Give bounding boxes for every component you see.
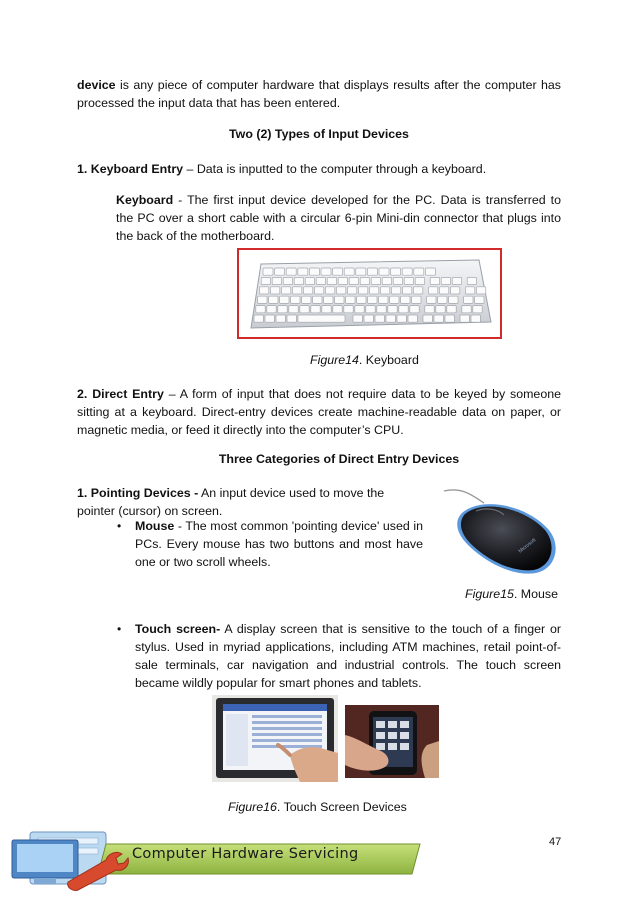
keyboard-key xyxy=(336,287,345,294)
figure15-caption xyxy=(465,587,558,601)
keyboard-key xyxy=(436,306,445,313)
keyboard-key xyxy=(414,268,424,275)
keyboard-key xyxy=(324,296,333,303)
keyboard-image xyxy=(239,250,500,337)
keyboard-key xyxy=(316,277,325,284)
keyboard-key xyxy=(367,268,377,275)
keyboard-key xyxy=(366,306,375,313)
keyboard-key xyxy=(269,296,278,303)
keyboard-entry-item xyxy=(77,160,561,178)
keyboard-key xyxy=(289,306,298,313)
keyboard-paragraph xyxy=(116,191,561,245)
keyboard-key xyxy=(390,296,399,303)
keyboard-key xyxy=(256,306,265,313)
keyboard-key xyxy=(404,277,413,284)
keyboard-key xyxy=(267,306,276,313)
direct-entry-item xyxy=(77,385,561,439)
item2-term: Direct Entry xyxy=(92,387,164,401)
keyboard-key xyxy=(445,315,454,322)
heading-input-types: Two (2) Types of Input Devices xyxy=(229,127,409,141)
keyboard-key xyxy=(430,277,439,284)
keyboard-key xyxy=(413,287,422,294)
keyboard-key xyxy=(467,277,476,284)
intro-paragraph xyxy=(77,76,561,112)
keyboard-key xyxy=(347,287,356,294)
keyboard-key xyxy=(438,296,447,303)
touch-paragraph xyxy=(135,620,561,692)
keyboard-key xyxy=(353,315,362,322)
keyboard-key xyxy=(291,296,300,303)
keyboard-key xyxy=(298,315,345,322)
keyboard-key xyxy=(412,296,421,303)
keyboard-key xyxy=(425,306,434,313)
keyboard-key xyxy=(254,315,263,322)
keyboard-text: - The first input device developed for the PC. Data is transferred to the PC over a short cable with a circular 6-pin Mini-din connector that plugs into the back of the motherboard. xyxy=(116,193,561,243)
footer-title: Computer Hardware Servicing xyxy=(132,846,359,862)
keyboard-key xyxy=(399,306,408,313)
touch-bullet: • xyxy=(117,622,122,636)
keyboard-key xyxy=(300,306,309,313)
keyboard-key xyxy=(333,306,342,313)
keyboard-key xyxy=(298,268,308,275)
keyboard-key xyxy=(452,277,461,284)
keyboard-key xyxy=(344,268,354,275)
keyboard-key xyxy=(434,315,443,322)
keyboard-key xyxy=(471,315,480,322)
footer-banner xyxy=(8,828,428,894)
keyboard-key xyxy=(379,296,388,303)
keyboard-key xyxy=(286,268,296,275)
keyboard-key xyxy=(321,268,331,275)
keyboard-key xyxy=(261,277,270,284)
keyboard-key xyxy=(294,277,303,284)
keyboard-key xyxy=(439,287,448,294)
item1-number: 1. xyxy=(77,162,88,176)
keyboard-key xyxy=(258,296,267,303)
keyboard-key xyxy=(402,268,412,275)
keyboard-key xyxy=(410,306,419,313)
keyboard-key xyxy=(397,315,406,322)
pointing-text: An input device used to move the pointer (cursor) on screen. xyxy=(77,486,385,518)
keyboard-key xyxy=(360,277,369,284)
keyboard-key xyxy=(391,268,401,275)
keyboard-key xyxy=(309,268,319,275)
keyboard-key xyxy=(272,277,281,284)
figure16-text: . Touch Screen Devices xyxy=(276,800,407,814)
keyboard-key xyxy=(462,306,471,313)
keyboard-key xyxy=(335,296,344,303)
keyboard-key xyxy=(379,268,389,275)
keyboard-key xyxy=(275,268,285,275)
intro-text: is any piece of computer hardware that displays results after the computer has processed the input data that has been entered. xyxy=(77,78,561,110)
keyboard-key xyxy=(292,287,301,294)
touch-term: Touch screen- xyxy=(135,622,221,636)
keyboard-key xyxy=(287,315,296,322)
keyboard-key xyxy=(338,277,347,284)
keyboard-key xyxy=(408,315,417,322)
keyboard-key xyxy=(386,315,395,322)
keyboard-key xyxy=(441,277,450,284)
keyboard-key xyxy=(388,306,397,313)
keyboard-key xyxy=(349,277,358,284)
keyboard-key xyxy=(305,277,314,284)
keyboard-key xyxy=(475,296,484,303)
touch-text: A display screen that is sensitive to the touch of a finger or stylus. Used in myriad applications, including ATM machines, retail point-of-sale terminals, car navigation and industrial controls. The touch screen became wildly popular for smart phones and tablets. xyxy=(135,622,561,690)
keyboard-key xyxy=(364,315,373,322)
keyboard-key xyxy=(303,287,312,294)
keyboard-key xyxy=(402,287,411,294)
mouse-image xyxy=(432,485,562,577)
keyboard-key xyxy=(368,296,377,303)
keyboard-key xyxy=(314,287,323,294)
keyboard-key xyxy=(371,277,380,284)
keyboard-key xyxy=(344,306,353,313)
keyboard-key xyxy=(377,306,386,313)
item2-text: – A form of input that does not require data to be keyed by someone sitting at a keyboard. Direct-entry devices create machine-readable data on paper, or magnetic media, or feed it directly into the computer’s CPU. xyxy=(77,387,561,437)
keyboard-key xyxy=(450,287,459,294)
pointing-devices-item xyxy=(77,484,407,520)
keyboard-key xyxy=(276,315,285,322)
figure14-label: Figure14 xyxy=(310,353,359,367)
keyboard-key xyxy=(449,296,458,303)
keyboard-key xyxy=(333,268,343,275)
keyboard-key xyxy=(327,277,336,284)
figure16-label: Figure16 xyxy=(228,800,277,814)
keyboard-key xyxy=(380,287,389,294)
keyboard-key xyxy=(302,296,311,303)
figure16-caption xyxy=(228,800,407,814)
keyboard-key xyxy=(391,287,400,294)
figure15-label: Figure15 xyxy=(465,587,514,601)
keyboard-key xyxy=(281,287,290,294)
keyboard-key xyxy=(358,287,367,294)
keyboard-key xyxy=(464,296,473,303)
item2-number: 2. xyxy=(77,387,88,401)
keyboard-key xyxy=(375,315,384,322)
intro-term: device xyxy=(77,78,116,92)
page-number: 47 xyxy=(549,836,562,848)
keyboard-key xyxy=(428,287,437,294)
figure14-text: . Keyboard xyxy=(358,353,419,367)
keyboard-key xyxy=(460,315,469,322)
touch-tablet-image xyxy=(345,705,439,778)
keyboard-key xyxy=(473,306,482,313)
keyboard-term: Keyboard xyxy=(116,193,174,207)
keyboard-key xyxy=(476,287,485,294)
keyboard-key xyxy=(447,306,456,313)
keyboard-key xyxy=(265,315,274,322)
keyboard-key xyxy=(322,306,331,313)
keyboard-key xyxy=(369,287,378,294)
keyboard-key xyxy=(393,277,402,284)
mouse-term: Mouse xyxy=(135,519,175,533)
keyboard-key xyxy=(357,296,366,303)
keyboard-key xyxy=(346,296,355,303)
keyboard-key xyxy=(263,268,273,275)
keyboard-key xyxy=(325,287,334,294)
touch-monitor-photo xyxy=(212,695,338,782)
pointing-term: Pointing Devices - xyxy=(90,486,199,500)
keyboard-key xyxy=(401,296,410,303)
keyboard-key xyxy=(356,268,366,275)
keyboard-key xyxy=(427,296,436,303)
keyboard-key xyxy=(280,296,289,303)
touch-monitor-image xyxy=(212,695,338,782)
keyboard-key xyxy=(425,268,435,275)
mouse-figure xyxy=(432,485,562,577)
figure15-text: . Mouse xyxy=(513,587,558,601)
keyboard-key xyxy=(311,306,320,313)
keyboard-key xyxy=(313,296,322,303)
keyboard-key xyxy=(415,277,424,284)
keyboard-key xyxy=(278,306,287,313)
mouse-brand-label: Microsoft xyxy=(517,537,538,555)
keyboard-key xyxy=(270,287,279,294)
pointing-number: 1. xyxy=(77,486,88,500)
keyboard-key xyxy=(465,287,474,294)
figure14-caption xyxy=(310,353,419,367)
keyboard-figure xyxy=(237,248,502,339)
keyboard-key xyxy=(283,277,292,284)
heading-direct-entry: Three Categories of Direct Entry Devices xyxy=(218,452,460,466)
keyboard-key xyxy=(259,287,268,294)
touch-tablet-photo xyxy=(345,705,439,778)
mouse-text: - The most common 'pointing device' used in PCs. Every mouse has two buttons and most have one or two scroll wheels. xyxy=(135,519,423,569)
keyboard-key xyxy=(355,306,364,313)
mouse-bullet: • xyxy=(117,519,122,533)
mouse-paragraph xyxy=(135,517,423,571)
keyboard-key xyxy=(382,277,391,284)
item1-term: Keyboard Entry xyxy=(90,162,184,176)
keyboard-key xyxy=(423,315,432,322)
item1-text: – Data is inputted to the computer through a keyboard. xyxy=(183,162,487,176)
